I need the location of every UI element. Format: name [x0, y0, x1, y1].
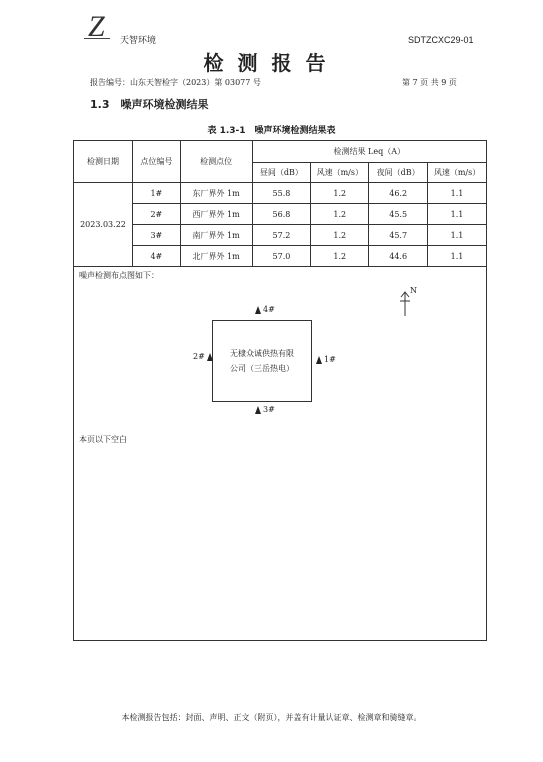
page-info: 第 7 页 共 9 页 — [402, 78, 457, 87]
document-code: SDTZCXC29-01 — [408, 35, 474, 45]
plant-name-line1: 无棣众诚供热有限 — [230, 349, 294, 358]
triangle-marker-icon — [255, 306, 261, 314]
point-2-label: 2# — [193, 352, 205, 361]
company-logo: Z — [88, 10, 105, 43]
point-3 — [255, 405, 275, 414]
cell-wind-day: 1.2 — [311, 204, 369, 225]
point-2 — [193, 352, 213, 361]
table-row — [74, 204, 487, 225]
table-header-row — [74, 141, 487, 163]
point-1-label: 1# — [324, 355, 336, 364]
north-label: N — [410, 286, 417, 295]
cell-wind-night: 1.1 — [428, 225, 487, 246]
cell-day: 55.8 — [252, 183, 311, 204]
north-arrow-icon — [399, 291, 411, 317]
cell-wind-night: 1.1 — [428, 246, 487, 267]
cell-day: 56.8 — [252, 204, 311, 225]
header-point: 检测点位 — [180, 141, 252, 183]
cell-date: 2023.03.22 — [74, 183, 133, 267]
cell-night: 45.7 — [369, 225, 428, 246]
cell-wind-day: 1.2 — [311, 246, 369, 267]
cell-point: 南厂界外 1m — [180, 225, 252, 246]
cell-point: 北厂界外 1m — [180, 246, 252, 267]
table-row — [74, 246, 487, 267]
point-1 — [316, 355, 336, 364]
section-heading: 1.3 噪声环境检测结果 — [90, 98, 209, 111]
point-4-label: 4# — [263, 305, 275, 314]
cell-day: 57.0 — [252, 246, 311, 267]
cell-point-no: 3# — [132, 225, 180, 246]
cell-point-no: 2# — [132, 204, 180, 225]
header-result: 检测结果 Leq（A） — [252, 141, 487, 163]
cell-night: 45.5 — [369, 204, 428, 225]
cell-point: 东厂界外 1m — [180, 183, 252, 204]
page-title: 检测报告 — [203, 51, 340, 75]
cell-night: 46.2 — [369, 183, 428, 204]
point-3-label: 3# — [263, 405, 275, 414]
cell-point: 西厂界外 1m — [180, 204, 252, 225]
blank-note: 本页以下空白 — [79, 435, 127, 444]
header-point-no: 点位编号 — [132, 141, 180, 183]
triangle-marker-icon — [255, 406, 261, 414]
triangle-marker-icon — [207, 353, 213, 361]
triangle-marker-icon — [316, 356, 322, 364]
header-date: 检测日期 — [74, 141, 133, 183]
header-wind-night: 风速（m/s） — [428, 163, 487, 183]
cell-wind-night: 1.1 — [428, 183, 487, 204]
company-name: 天智环境 — [120, 36, 157, 46]
logo-underline — [84, 38, 110, 39]
table-row — [74, 225, 487, 246]
plant-box — [212, 320, 312, 402]
cell-wind-night: 1.1 — [428, 204, 487, 225]
header-wind-day: 风速（m/s） — [311, 163, 369, 183]
map-label: 噪声检测布点图如下： — [79, 271, 159, 280]
report-number: 报告编号：山东天智检字（2023）第 03077 号 — [90, 78, 261, 87]
plant-name-line2: 公司（三岳热电） — [230, 364, 294, 373]
cell-day: 57.2 — [252, 225, 311, 246]
table-caption: 表 1.3-1 噪声环境检测结果表 — [207, 126, 336, 136]
cell-point-no: 4# — [132, 246, 180, 267]
cell-wind-day: 1.2 — [311, 225, 369, 246]
point-4 — [255, 305, 275, 314]
header-night: 夜间（dB） — [369, 163, 428, 183]
results-table — [73, 140, 487, 267]
cell-point-no: 1# — [132, 183, 180, 204]
header-day: 昼间（dB） — [252, 163, 311, 183]
cell-wind-day: 1.2 — [311, 183, 369, 204]
cell-night: 44.6 — [369, 246, 428, 267]
footer-note: 本检测报告包括：封面、声明、正文（附页），并盖有计量认证章、检测章和骑缝章。 — [121, 713, 422, 722]
table-row — [74, 183, 487, 204]
